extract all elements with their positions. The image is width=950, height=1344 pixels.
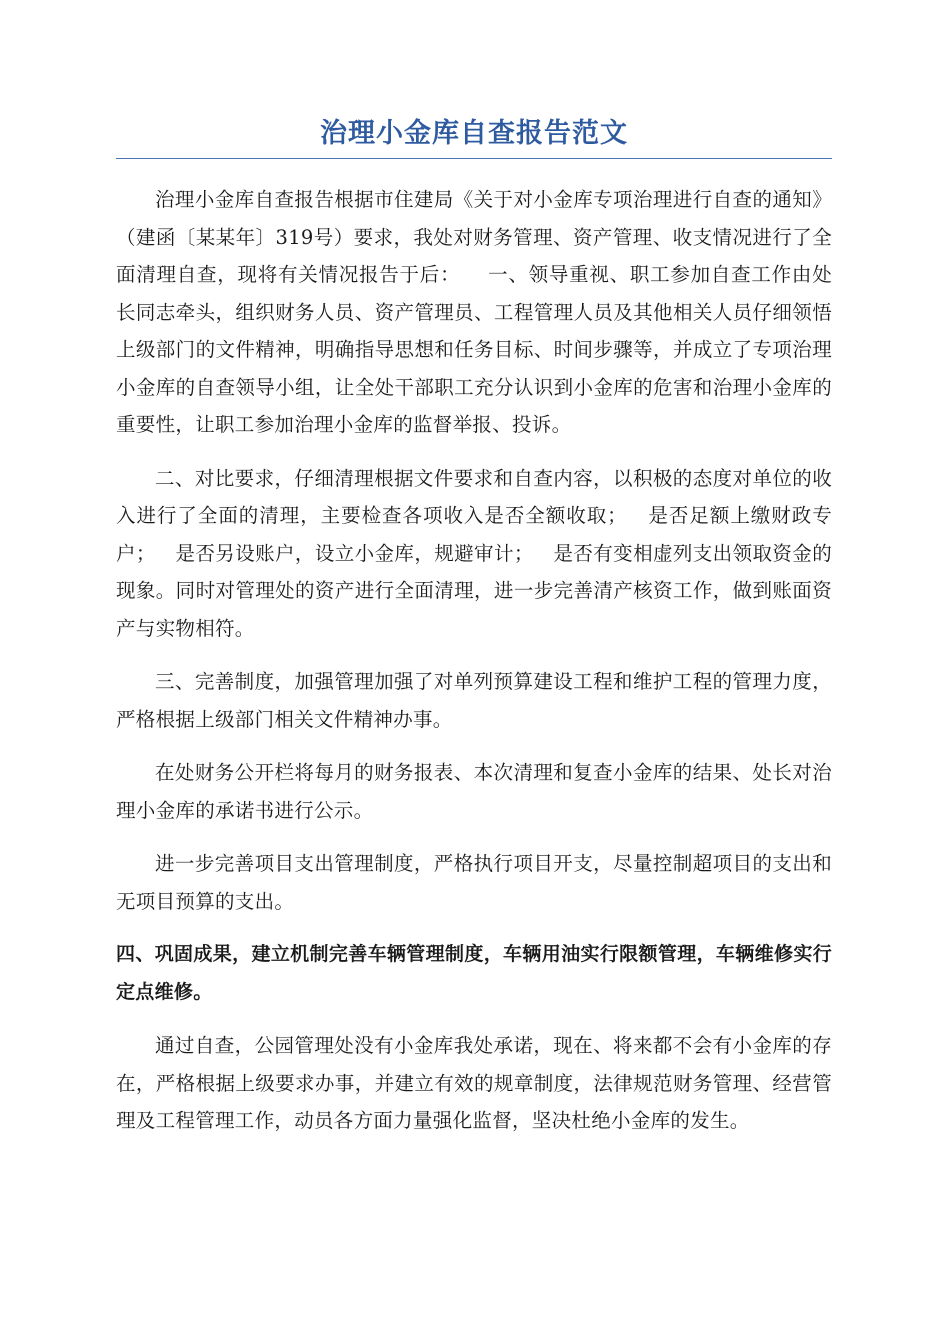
paragraph-section-2: 二、对比要求，仔细清理根据文件要求和自查内容，以积极的态度对单位的收入进行了全面的清理，主要检查各项收入是否全额收取； 是否足额上缴财政专户； 是否另设账户，设立小金库，规避审计； 是否有变相虚列支出领取资金的现象。同时对管理处的资产进行全面清理，进一步完善清产核资工作，做到账面资产与实物相符。 bbox=[116, 466, 832, 640]
paragraph-conclusion: 通过自查，公园管理处没有小金库我处承诺，现在、将来都不会有小金库的存在，严格根据上级要求办事，并建立有效的规章制度，法律规范财务管理、经营管理及工程管理工作，动员各方面力量强化监督，坚决杜绝小金库的发生。 bbox=[116, 1034, 832, 1132]
paragraph-intro: 治理小金库自查报告根据市住建局《关于对小金库专项治理进行自查的通知》（建函〔某某年〕319号）要求，我处对财务管理、资产管理、收支情况进行了全面清理自查，现将有关情况报告于后： 一、领导重视、职工参加自查工作由处长同志牵头，组织财务人员、资产管理员、工程管理人员及其他相关人员仔细领悟上级部门的文件精神，明确指导思想和任务目标、时间步骤等，并成立了专项治理小金库的自查领导小组，让全处干部职工充分认识到小金库的危害和治理小金库的重要性，让职工参加治理小金库的监督举报、投诉。 bbox=[116, 188, 832, 436]
paragraph-project-expense: 进一步完善项目支出管理制度，严格执行项目开支，尽量控制超项目的支出和无项目预算的支出。 bbox=[116, 852, 832, 913]
document-title: 治理小金库自查报告范文 bbox=[320, 118, 628, 149]
document-page bbox=[116, 112, 832, 1156]
paragraph-disclosure: 在处财务公开栏将每月的财务报表、本次清理和复查小金库的结果、处长对治理小金库的承诺书进行公示。 bbox=[116, 761, 832, 822]
heading-section-4: 四、巩固成果，建立机制完善车辆管理制度，车辆用油实行限额管理，车辆维修实行定点维修。 bbox=[116, 943, 832, 1003]
paragraph-section-3: 三、完善制度，加强管理加强了对单列预算建设工程和维护工程的管理力度，严格根据上级部门相关文件精神办事。 bbox=[116, 670, 832, 731]
title-underline bbox=[116, 158, 832, 159]
